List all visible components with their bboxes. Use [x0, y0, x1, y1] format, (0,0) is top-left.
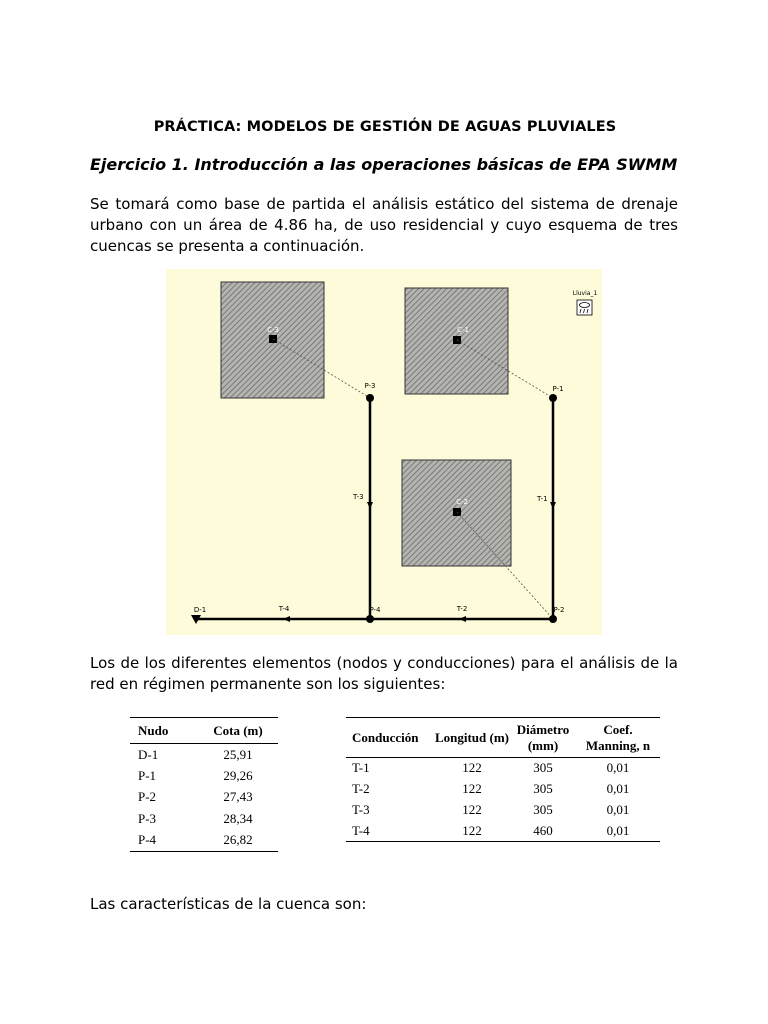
cell: T-3 [352, 802, 370, 817]
cell: 0,01 [606, 760, 630, 776]
arrow-t3 [367, 502, 373, 509]
label-c1: C-1 [457, 326, 469, 334]
col-header: Nudo [138, 722, 169, 738]
conduits-table [346, 717, 660, 842]
node-p3 [366, 394, 374, 402]
cell: P-4 [138, 832, 157, 848]
cell: 305 [533, 802, 553, 817]
col-header: Conducción [352, 729, 419, 745]
cell: T-2 [352, 781, 370, 796]
cell: 460 [533, 822, 553, 838]
table-row [346, 779, 660, 800]
cell: 0,01 [606, 781, 630, 796]
table-row [130, 787, 278, 809]
network-svg [166, 269, 602, 635]
node-p4 [366, 615, 374, 623]
cell: 122 [462, 802, 482, 817]
label-c2: C-2 [456, 498, 468, 506]
cell: P-3 [138, 811, 157, 827]
cell: 27,43 [223, 789, 253, 805]
cell: D-1 [138, 746, 159, 762]
cell: P-1 [138, 767, 157, 783]
page-title: PRÁCTICA: MODELOS DE GESTIÓN DE AGUAS PLUVIALES [153, 119, 617, 135]
cell: 122 [462, 760, 482, 776]
rain-gage-icon [577, 300, 592, 315]
cell: T-4 [352, 822, 370, 838]
label-p2: P-2 [553, 606, 565, 614]
cell: T-1 [352, 760, 370, 776]
third-paragraph: Las características de la cuenca son: [90, 895, 367, 913]
cell: P-2 [138, 789, 157, 805]
nodes-table [130, 717, 278, 852]
table-row [346, 800, 660, 821]
label-t4: T-4 [278, 605, 290, 613]
exercise-title: Ejercicio 1. Introducción a las operaciones básicas de EPA SWMM [90, 155, 678, 174]
label-t2: T-2 [456, 605, 468, 613]
label-p3: P-3 [364, 382, 376, 390]
col-header: Longitud (m) [434, 729, 510, 745]
arrow-t4 [283, 616, 290, 622]
second-paragraph: Los de los diferentes elementos (nodos y conducciones) para el análisis de la red en régimen permanente son los siguientes: [90, 654, 678, 693]
label-t1: T-1 [537, 495, 548, 503]
swmm-network-diagram [166, 269, 602, 635]
table-row [346, 821, 660, 842]
table-row [130, 744, 278, 766]
cell: 25,91 [223, 746, 253, 762]
cell: 0,01 [606, 822, 630, 838]
cell: 305 [533, 760, 553, 776]
col-header: Cota (m) [213, 722, 263, 738]
col-header: Coef. Manning, n [585, 721, 651, 753]
label-p4: P-4 [369, 606, 381, 614]
node-p1 [549, 394, 557, 402]
cell: 28,34 [223, 811, 253, 827]
table-row [130, 830, 278, 852]
table-row [130, 765, 278, 787]
cell: 26,82 [223, 832, 253, 848]
cell: 122 [462, 781, 482, 796]
label-t3: T-3 [353, 493, 364, 501]
node-p2 [549, 615, 557, 623]
label-c3: C-3 [267, 326, 279, 334]
cell: 305 [533, 781, 553, 796]
table-header-row [130, 718, 278, 744]
col-header: Diámetro (mm) [516, 721, 570, 753]
label-rain-gage: Lluvia_1 [572, 290, 598, 297]
table-header-row [346, 718, 660, 758]
label-p1: P-1 [552, 385, 564, 393]
label-d1: D-1 [193, 606, 207, 614]
cell: 29,26 [223, 767, 253, 783]
cell: 122 [462, 822, 482, 838]
arrow-t1 [550, 502, 556, 509]
table-row [346, 758, 660, 779]
table-row [130, 808, 278, 830]
cell: 0,01 [606, 802, 630, 817]
arrow-t2 [459, 616, 466, 622]
intro-paragraph: Se tomará como base de partida el análisis estático del sistema de drenaje urbano con un área de 4.86 ha, de uso residencial y cuyo esquema de tres cuencas se presenta a continuación. [90, 195, 678, 255]
